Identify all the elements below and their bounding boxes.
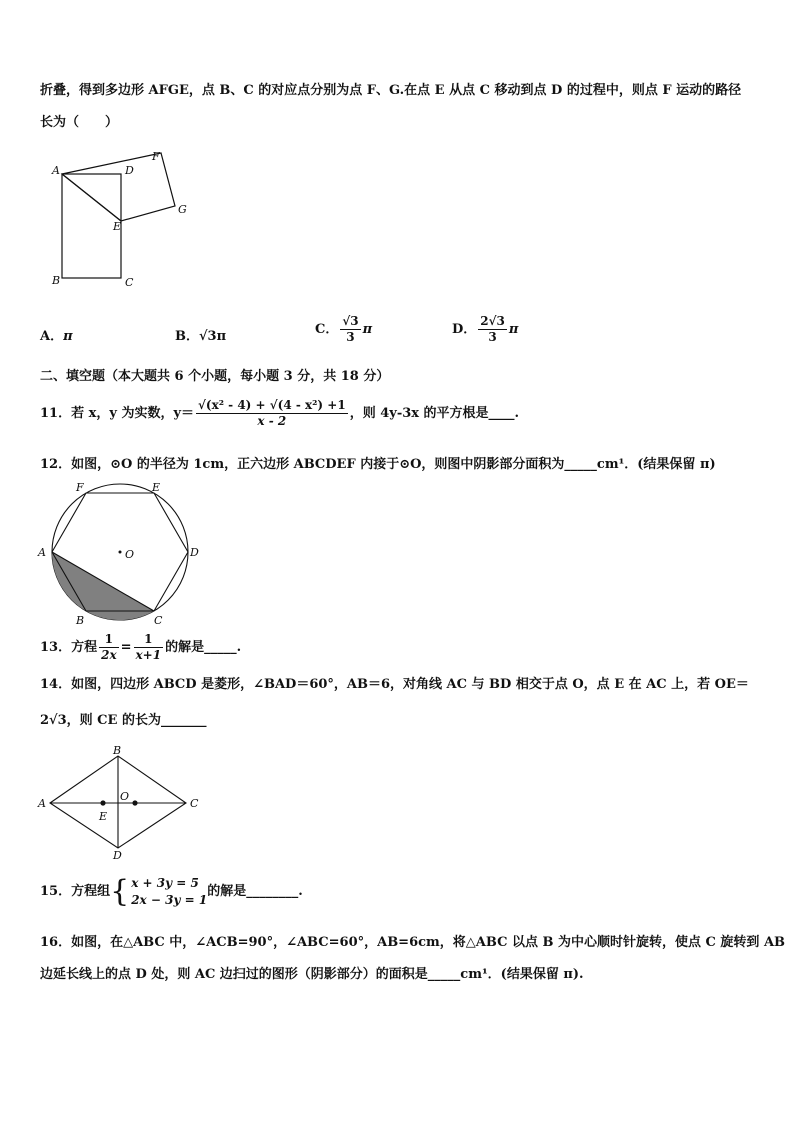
label-e: E (113, 220, 122, 233)
point-e (100, 800, 105, 805)
label-c: C (125, 276, 134, 289)
segment-ae (62, 174, 121, 221)
label-e: E (99, 810, 108, 823)
q16-text-line1: 16．如图，在△ABC 中，∠ACB=90°，∠ABC=60°，AB=6cm，将△ABC 以点 B 为中心顺时针旋转，使点 C 旋转到 AB (40, 935, 786, 950)
q13-text: 13．方程 $\frac{1}{2x}$ = $\frac{1}{x+1}$ 的解是_____. (40, 632, 242, 662)
label-b: B (76, 614, 85, 627)
q16-text-line2: 边延长线上的点 D 处，则 AC 边扫过的图形（阴影部分）的面积是_____cm¹．(结果保留 π). (40, 967, 584, 982)
point-marker (132, 800, 137, 805)
q10-figure (44, 144, 204, 294)
label-d: D (125, 164, 134, 177)
section-title: 二、填空题（本大题共 6 个小题，每小题 3 分，共 18 分） (40, 369, 390, 384)
label-a: A (38, 546, 46, 559)
shaded-region (52, 552, 154, 620)
label-d: D (113, 849, 122, 860)
q14-text-line1: 14．如图，四边形 ABCD 是菱形，∠BAD＝60°，AB＝6，对角线 AC 与 BD 相交于点 O，点 E 在 AC 上，若 OE＝ (40, 677, 749, 692)
q10-option-c: C． $\frac{√3}{3}$ π (315, 314, 373, 344)
label-b: B (52, 274, 61, 287)
q10-option-b: B．√3π (175, 329, 227, 344)
q10-option-d: D． $\frac{2√3}{3}$ π (452, 314, 519, 344)
q12-figure (36, 478, 206, 628)
label-d: D (190, 546, 199, 559)
label-a: A (52, 164, 60, 177)
label-g: G (178, 203, 187, 216)
label-f: F (152, 150, 160, 163)
center-point-o (119, 551, 122, 554)
q12-text: 12．如图，⊙O 的半径为 1cm，正六边形 ABCDEF 内接于⊙O，则图中阴影部分面积为_____cm¹．(结果保留 π) (40, 457, 716, 472)
q14-text-line2: 2√3，则 CE 的长为_______ (40, 713, 207, 728)
q14-figure (34, 742, 210, 860)
label-e: E (152, 481, 161, 494)
q15-text: 15．方程组{ x + 3y = 5 2x − 3y = 1 的解是________. (40, 873, 303, 909)
label-c: C (154, 614, 163, 627)
label-o: O (125, 548, 135, 561)
label-f: F (76, 481, 84, 494)
q10-option-a: A．π (40, 329, 73, 344)
q10-text-line2: 长为（ ） (40, 115, 119, 130)
label-b: B (113, 744, 122, 757)
label-o: O (120, 790, 130, 803)
q11-text: 11．若 x，y 为实数，y＝ $\frac{\text{√(x² - 4) + √(4 - x²) +1}}{x - 2}$ ，则 4y-3x 的平方根是____. (40, 398, 520, 428)
label-c: C (190, 797, 199, 810)
label-a: A (38, 797, 46, 810)
q10-text-line1: 折叠，得到多边形 AFGE，点 B、C 的对应点分别为点 F、G.在点 E 从点 C 移动到点 D 的过程中，则点 F 运动的路径 (40, 83, 742, 98)
